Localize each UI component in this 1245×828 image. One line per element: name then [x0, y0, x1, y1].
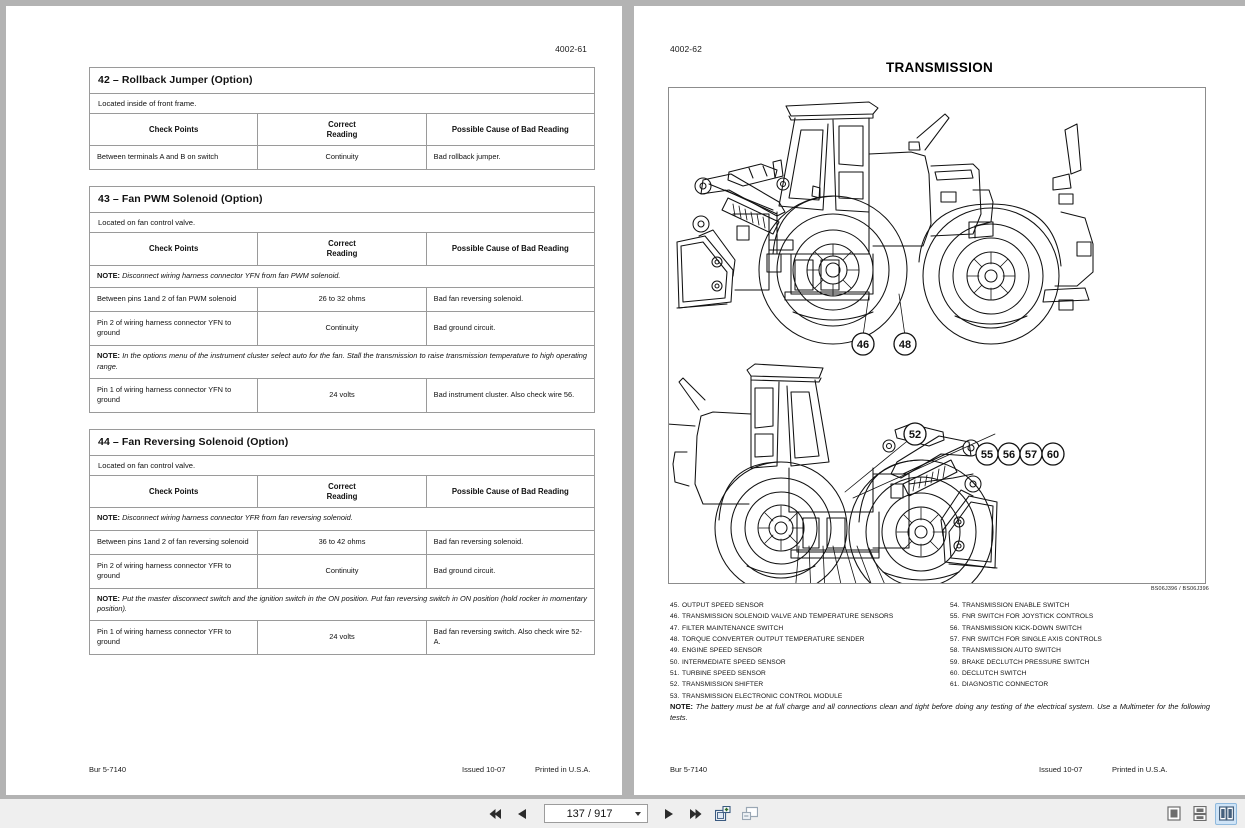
add-bookmark-icon[interactable]: [713, 804, 733, 824]
svg-text:60: 60: [1046, 449, 1060, 461]
legend-column-right: [940, 600, 1210, 702]
legend-item-text: FNR SWITCH FOR SINGLE AXIS CONTROLS: [962, 635, 1102, 643]
table-row: [90, 621, 595, 655]
legend-item-number: 49.: [670, 647, 680, 655]
legend-item: [950, 645, 1210, 656]
table-note-row: [90, 346, 595, 379]
page-gutter: [622, 6, 634, 801]
spec-table: [89, 186, 595, 412]
spec-table: [89, 67, 595, 170]
legend-item-number: 56.: [950, 624, 960, 632]
cell-correct-reading: Continuity: [258, 554, 426, 588]
column-header-correct-reading-line1: Correct: [328, 239, 356, 249]
cell-check-points: Between terminals A and B on switch: [90, 146, 258, 170]
table-note-row: [90, 508, 595, 530]
legend-item-text: ENGINE SPEED SENSOR: [682, 647, 763, 655]
column-header-check-points: Check Points: [90, 475, 258, 507]
legend-item-text: OUTPUT SPEED SENSOR: [682, 602, 764, 609]
remove-bookmark-icon[interactable]: [740, 804, 760, 824]
column-header-correct-reading-line1: Correct: [328, 481, 356, 491]
legend-item-text: DECLUTCH SWITCH: [962, 669, 1027, 677]
legend-item-number: 48.: [670, 635, 680, 643]
legend-item-number: 51.: [670, 669, 680, 677]
pdf-toolbar: [0, 795, 1245, 828]
legend-item: [670, 623, 940, 634]
column-header-correct-reading-line1: Correct: [328, 120, 356, 129]
legend-item: [670, 668, 940, 679]
wheel-loader-illustration: [669, 88, 1205, 583]
document-page-left[interactable]: [12, 6, 622, 795]
cell-correct-reading: Continuity: [258, 146, 426, 170]
footer-issued-left: Issued 10-07: [462, 765, 506, 774]
legend-item-number: 55.: [950, 613, 960, 621]
cell-check-points: Between pins 1and 2 of fan reversing solenoid: [90, 530, 258, 554]
legend-item-number: 52.: [670, 681, 680, 689]
chevron-down-icon[interactable]: [635, 812, 641, 816]
legend-item-text: DIAGNOSTIC CONNECTOR: [962, 681, 1049, 689]
legend-item: [950, 668, 1210, 679]
previous-page-button[interactable]: [513, 804, 533, 824]
section-heading: 42 – Rollback Jumper (Option): [90, 68, 595, 94]
cell-check-points: Between pins 1and 2 of fan PWM solenoid: [90, 288, 258, 312]
cell-correct-reading: 36 to 42 ohms: [258, 530, 426, 554]
legend-item-text: TURBINE SPEED SENSOR: [682, 669, 766, 677]
legend-item-text: TRANSMISSION ELECTRONIC CONTROL MODULE: [682, 692, 843, 700]
svg-text:52: 52: [908, 429, 922, 441]
column-header-correct-reading-line2: Reading: [326, 129, 358, 139]
table-row: [90, 378, 595, 412]
cell-possible-cause: Bad ground circuit.: [426, 312, 594, 346]
note-label: NOTE:: [97, 270, 120, 280]
first-page-button[interactable]: [486, 804, 506, 824]
cell-possible-cause: Bad fan reversing solenoid.: [426, 288, 594, 312]
cell-correct-reading: 24 volts: [258, 621, 426, 655]
legend-item-text: TRANSMISSION SHIFTER: [682, 681, 764, 689]
legend-item-text: FILTER MAINTENANCE SWITCH: [682, 624, 784, 632]
column-header-correct-reading-line2: Reading: [326, 249, 358, 259]
battery-note: [670, 702, 1210, 723]
last-page-button[interactable]: [686, 804, 706, 824]
cell-possible-cause: Bad ground circuit.: [426, 554, 594, 588]
legend-item-text: TRANSMISSION KICK-DOWN SWITCH: [962, 624, 1082, 632]
cell-possible-cause: Bad instrument cluster. Also check wire 56.: [426, 378, 594, 412]
table-row: [90, 530, 595, 554]
legend-item-text: TRANSMISSION ENABLE SWITCH: [962, 602, 1070, 609]
note-label: NOTE:: [97, 351, 120, 361]
column-header-possible-cause: Possible Cause of Bad Reading: [426, 114, 594, 146]
note-text: Disconnect wiring harness connector YFN from fan PWM solenoid.: [122, 270, 341, 280]
cell-possible-cause: Bad fan reversing solenoid.: [426, 530, 594, 554]
section-subheading: Located on fan control valve.: [90, 455, 595, 475]
legend-item: [950, 634, 1210, 645]
cell-check-points: Pin 2 of wiring harness connector YFR to ground: [90, 554, 258, 588]
table-row: [90, 288, 595, 312]
page-title: TRANSMISSION: [885, 60, 994, 75]
two-page-view-button[interactable]: [1215, 803, 1237, 825]
battery-note-text: The battery must be at full charge and all connections clean and tight before doing any testing of the electrical system. Use a Multimeter for the following tests.: [670, 702, 1210, 722]
spec-table: [89, 429, 595, 655]
legend-item: [670, 600, 940, 611]
legend-item-number: 53.: [670, 692, 680, 700]
legend-item-number: 47.: [670, 624, 680, 632]
section-subheading: Located on fan control valve.: [90, 213, 595, 233]
note-label: NOTE:: [97, 593, 120, 603]
table-row: [90, 312, 595, 346]
legend-item-number: 60.: [950, 669, 960, 677]
legend-item-text: FNR SWITCH FOR JOYSTICK CONTROLS: [962, 613, 1094, 621]
legend-item-text: TRANSMISSION AUTO SWITCH: [962, 647, 1061, 655]
svg-text:55: 55: [980, 449, 994, 461]
legend-item-number: 59.: [950, 658, 960, 666]
footer-printed-left: Printed in U.S.A.: [535, 765, 591, 774]
cell-correct-reading: 26 to 32 ohms: [258, 288, 426, 312]
legend-item: [950, 623, 1210, 634]
page-navigation-group: [0, 804, 1245, 824]
legend-item-number: 45.: [670, 602, 680, 609]
column-header-correct-reading-line2: Reading: [326, 491, 358, 501]
legend-item-number: 54.: [950, 602, 960, 609]
column-header-possible-cause: Possible Cause of Bad Reading: [426, 233, 594, 265]
legend-item-number: 61.: [950, 681, 960, 689]
section-subheading: Located inside of front frame.: [90, 94, 595, 114]
column-header-correct-reading: [258, 475, 426, 507]
table-row: [90, 554, 595, 588]
svg-text:46: 46: [856, 339, 870, 351]
note-label: NOTE:: [97, 513, 120, 523]
column-header-possible-cause: Possible Cause of Bad Reading: [426, 475, 594, 507]
transmission-figure: [668, 87, 1206, 584]
cell-check-points: Pin 1 of wiring harness connector YFN to ground: [90, 378, 258, 412]
page-folio-left: 4002-61: [555, 44, 587, 54]
continuous-view-button[interactable]: [1189, 803, 1211, 825]
page-folio-right: 4002-62: [670, 44, 702, 54]
figure-legend: [670, 600, 1210, 702]
legend-item: [950, 657, 1210, 668]
figure-code: BS06J396 / BS06J396: [1150, 586, 1209, 592]
svg-text:48: 48: [898, 339, 912, 351]
column-header-check-points: Check Points: [90, 114, 258, 146]
note-text: Put the master disconnect switch and the ignition switch in the ON position. Put fan reversing switch in ON position (hold rocker in momentary position).: [97, 593, 587, 614]
legend-item-text: BRAKE DECLUTCH PRESSURE SWITCH: [962, 658, 1090, 666]
legend-item-number: 58.: [950, 647, 960, 655]
legend-item: [670, 634, 940, 645]
legend-item-number: 46.: [670, 613, 680, 621]
legend-item: [950, 679, 1210, 690]
legend-item: [670, 645, 940, 656]
legend-item: [950, 600, 1210, 611]
legend-item-text: INTERMEDIATE SPEED SENSOR: [682, 658, 786, 666]
cell-possible-cause: Bad rollback jumper.: [426, 146, 594, 170]
legend-column-left: [670, 600, 940, 702]
legend-item: [950, 611, 1210, 622]
section-heading: 43 – Fan PWM Solenoid (Option): [90, 187, 595, 213]
table-note-row: [90, 588, 595, 621]
page-number-value[interactable]: 137 / 917: [566, 807, 613, 820]
note-text: Disconnect wiring harness connector YFR from fan reversing solenoid.: [122, 513, 353, 523]
view-mode-group: [1163, 803, 1237, 825]
footer-printed-right: Printed in U.S.A.: [1112, 765, 1168, 774]
footer-bur-left: Bur 5-7140: [89, 765, 127, 774]
footer-bur-right: Bur 5-7140: [670, 765, 708, 774]
document-page-right[interactable]: [634, 6, 1245, 795]
footer-issued-right: Issued 10-07: [1039, 765, 1083, 774]
table-note-row: [90, 265, 595, 287]
specification-tables: [89, 67, 595, 671]
cell-possible-cause: Bad fan reversing switch. Also check wire 52-A.: [426, 621, 594, 655]
section-heading: 44 – Fan Reversing Solenoid (Option): [90, 429, 595, 455]
column-header-check-points: Check Points: [90, 233, 258, 265]
page-number-input[interactable]: [544, 804, 648, 823]
legend-item-number: 57.: [950, 635, 960, 643]
note-text: In the options menu of the instrument cluster select auto for the fan. Stall the transmission to raise transmission temperature to high operating range.: [97, 351, 587, 371]
battery-note-label: NOTE:: [670, 702, 693, 711]
legend-item-number: 50.: [670, 658, 680, 666]
legend-item-text: TORQUE CONVERTER OUTPUT TEMPERATURE SENDER: [682, 635, 865, 643]
cell-check-points: Pin 2 of wiring harness connector YFN to ground: [90, 312, 258, 346]
next-page-button[interactable]: [659, 804, 679, 824]
legend-item: [670, 679, 940, 690]
legend-item: [670, 611, 940, 622]
svg-text:56: 56: [1002, 449, 1016, 461]
single-page-view-button[interactable]: [1163, 803, 1185, 825]
cell-check-points: Pin 1 of wiring harness connector YFR to ground: [90, 621, 258, 655]
legend-item: [670, 691, 940, 702]
column-header-correct-reading: [258, 233, 426, 265]
legend-item-text: TRANSMISSION SOLENOID VALVE AND TEMPERATURE SENSORS: [682, 613, 894, 621]
legend-item: [670, 657, 940, 668]
cell-correct-reading: 24 volts: [258, 378, 426, 412]
svg-text:57: 57: [1024, 449, 1038, 461]
cell-correct-reading: Continuity: [258, 312, 426, 346]
column-header-correct-reading: [258, 114, 426, 146]
table-row: [90, 146, 595, 170]
